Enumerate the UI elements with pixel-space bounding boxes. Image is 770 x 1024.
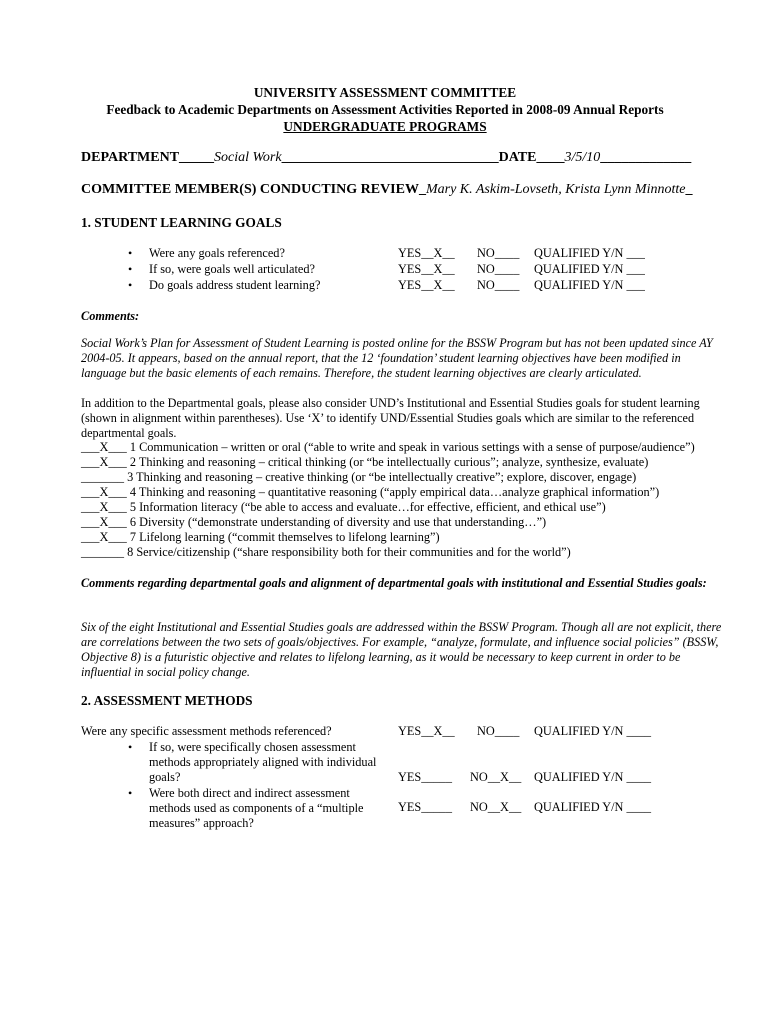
qualified-answer: QUALIFIED Y/N ___ bbox=[534, 278, 645, 292]
question-text-line: If so, were specifically chosen assessment bbox=[149, 740, 356, 754]
goals-intro: In addition to the Departmental goals, please also consider UND’s Institutional and Essential Studies goals for student learning (shown in alignment within parentheses). Use ‘X’ to identify UND/Essential Studies goals which are similar to the referenced departmental goals. bbox=[81, 396, 700, 440]
yes-answer: YES__X__ bbox=[398, 278, 455, 292]
committee-blank-after: _ bbox=[685, 182, 693, 197]
goal-item: ___X___ 4 Thinking and reasoning – quantitative reasoning (“apply empirical data…analyze graphical information”) bbox=[81, 485, 660, 499]
department-blank-before: _____ bbox=[179, 150, 215, 165]
goal-item: ___X___ 5 Information literacy (“be able to access and evaluate…for effective, efficient, and ethical use”) bbox=[81, 500, 606, 514]
comments-label: Comments: bbox=[81, 309, 140, 323]
feedback-subtitle: Feedback to Academic Departments on Assessment Activities Reported in 2008-09 Annual Reports bbox=[106, 102, 664, 117]
yes-answer: YES__X__ bbox=[398, 246, 455, 260]
no-answer: NO__X__ bbox=[470, 800, 522, 814]
date-blank-after: _____________ bbox=[600, 150, 692, 165]
yes-answer: YES_____ bbox=[398, 800, 452, 814]
question-text: Were any specific assessment methods referenced? bbox=[81, 724, 332, 738]
question-text-line: methods appropriately aligned with individual bbox=[149, 755, 377, 769]
question-text-line: methods used as components of a “multiple bbox=[149, 801, 364, 815]
bullet-icon: • bbox=[128, 262, 133, 276]
no-answer: NO____ bbox=[477, 724, 520, 738]
comments-text: Social Work’s Plan for Assessment of Student Learning is posted online for the BSSW Program but has not been updated since AY 2004-05. It appears, based on the annual report, that the 12 ‘foundation’ student learning objectives have been modified in language but the basic elements of each remains. Therefore, the student learning objectives are clearly articulated. bbox=[81, 336, 713, 380]
no-answer: NO__X__ bbox=[470, 770, 522, 784]
no-answer: NO____ bbox=[477, 246, 520, 260]
goal-item: ___X___ 7 Lifelong learning (“commit themselves to lifelong learning”) bbox=[81, 530, 440, 544]
question-text-line: measures” approach? bbox=[149, 816, 254, 830]
question-text: Were any goals referenced? bbox=[149, 246, 285, 260]
yes-answer: YES__X__ bbox=[398, 262, 455, 276]
committee-label: COMMITTEE MEMBER(S) CONDUCTING REVIEW bbox=[81, 182, 419, 197]
goal-item: ___X___ 6 Diversity (“demonstrate understanding of diversity and use that understanding…”) bbox=[81, 515, 547, 529]
question-text-line: Were both direct and indirect assessment bbox=[149, 786, 350, 800]
bullet-icon: • bbox=[128, 246, 133, 260]
date-blank-before: ____ bbox=[536, 150, 565, 165]
department-value: Social Work bbox=[214, 150, 282, 165]
yes-answer: YES_____ bbox=[398, 770, 452, 784]
goal-item: ___X___ 1 Communication – written or oral (“able to write and speak in various settings with a sense of purpose/audience”) bbox=[81, 440, 695, 454]
committee-members: Mary K. Askim-Lovseth, Krista Lynn Minnotte bbox=[425, 182, 686, 197]
qualified-answer: QUALIFIED Y/N ____ bbox=[534, 770, 652, 784]
committee-blank-before: _ bbox=[418, 182, 426, 197]
section1-title: 1. STUDENT LEARNING GOALS bbox=[81, 215, 282, 230]
question-text: Do goals address student learning? bbox=[149, 278, 321, 292]
no-answer: NO____ bbox=[477, 278, 520, 292]
program-level-title: UNDERGRADUATE PROGRAMS bbox=[283, 119, 487, 134]
department-line bbox=[81, 150, 691, 166]
qualified-answer: QUALIFIED Y/N ___ bbox=[534, 246, 645, 260]
section2-title: 2. ASSESSMENT METHODS bbox=[81, 693, 253, 708]
qualified-answer: QUALIFIED Y/N ___ bbox=[534, 262, 645, 276]
department-label: DEPARTMENT bbox=[81, 150, 180, 165]
question-text: If so, were goals well articulated? bbox=[149, 262, 315, 276]
committee-title: UNIVERSITY ASSESSMENT COMMITTEE bbox=[253, 85, 517, 100]
qualified-answer: QUALIFIED Y/N ____ bbox=[534, 724, 652, 738]
qualified-answer: QUALIFIED Y/N ____ bbox=[534, 800, 652, 814]
alignment-comments-label: Comments regarding departmental goals and alignment of departmental goals with institutional and Essential Studies goals: bbox=[81, 576, 707, 590]
bullet-icon: • bbox=[128, 278, 133, 292]
question-text-line: goals? bbox=[149, 770, 181, 784]
goal-item: _______ 3 Thinking and reasoning – creative thinking (or “be intellectually creative”; explore, discover, engage) bbox=[81, 470, 637, 484]
committee-line bbox=[81, 182, 692, 198]
date-label: DATE bbox=[498, 150, 537, 165]
goal-item: ___X___ 2 Thinking and reasoning – critical thinking (or “be intellectually curious”; analyze, synthesize, evaluate) bbox=[81, 455, 649, 469]
alignment-comments-text: Six of the eight Institutional and Essential Studies goals are addressed within the BSSW Program. Though all are not explicit, there are correlations between the two sets of goals/objectives. For example, “analyze, formulate, and influence social policies” (BSSW, Objective 8) is a futuristic objective and relates to lifelong learning, as it would be necessary to keep current in order to be influential in social policy change. bbox=[81, 620, 722, 679]
yes-answer: YES__X__ bbox=[398, 724, 455, 738]
date-value: 3/5/10 bbox=[564, 150, 601, 165]
bullet-icon: • bbox=[128, 740, 133, 754]
department-blank-after: _______________________________ bbox=[281, 150, 499, 165]
bullet-icon: • bbox=[128, 786, 133, 800]
no-answer: NO____ bbox=[477, 262, 520, 276]
goal-item: _______ 8 Service/citizenship (“share responsibility both for their communities and for the world”) bbox=[81, 545, 571, 559]
